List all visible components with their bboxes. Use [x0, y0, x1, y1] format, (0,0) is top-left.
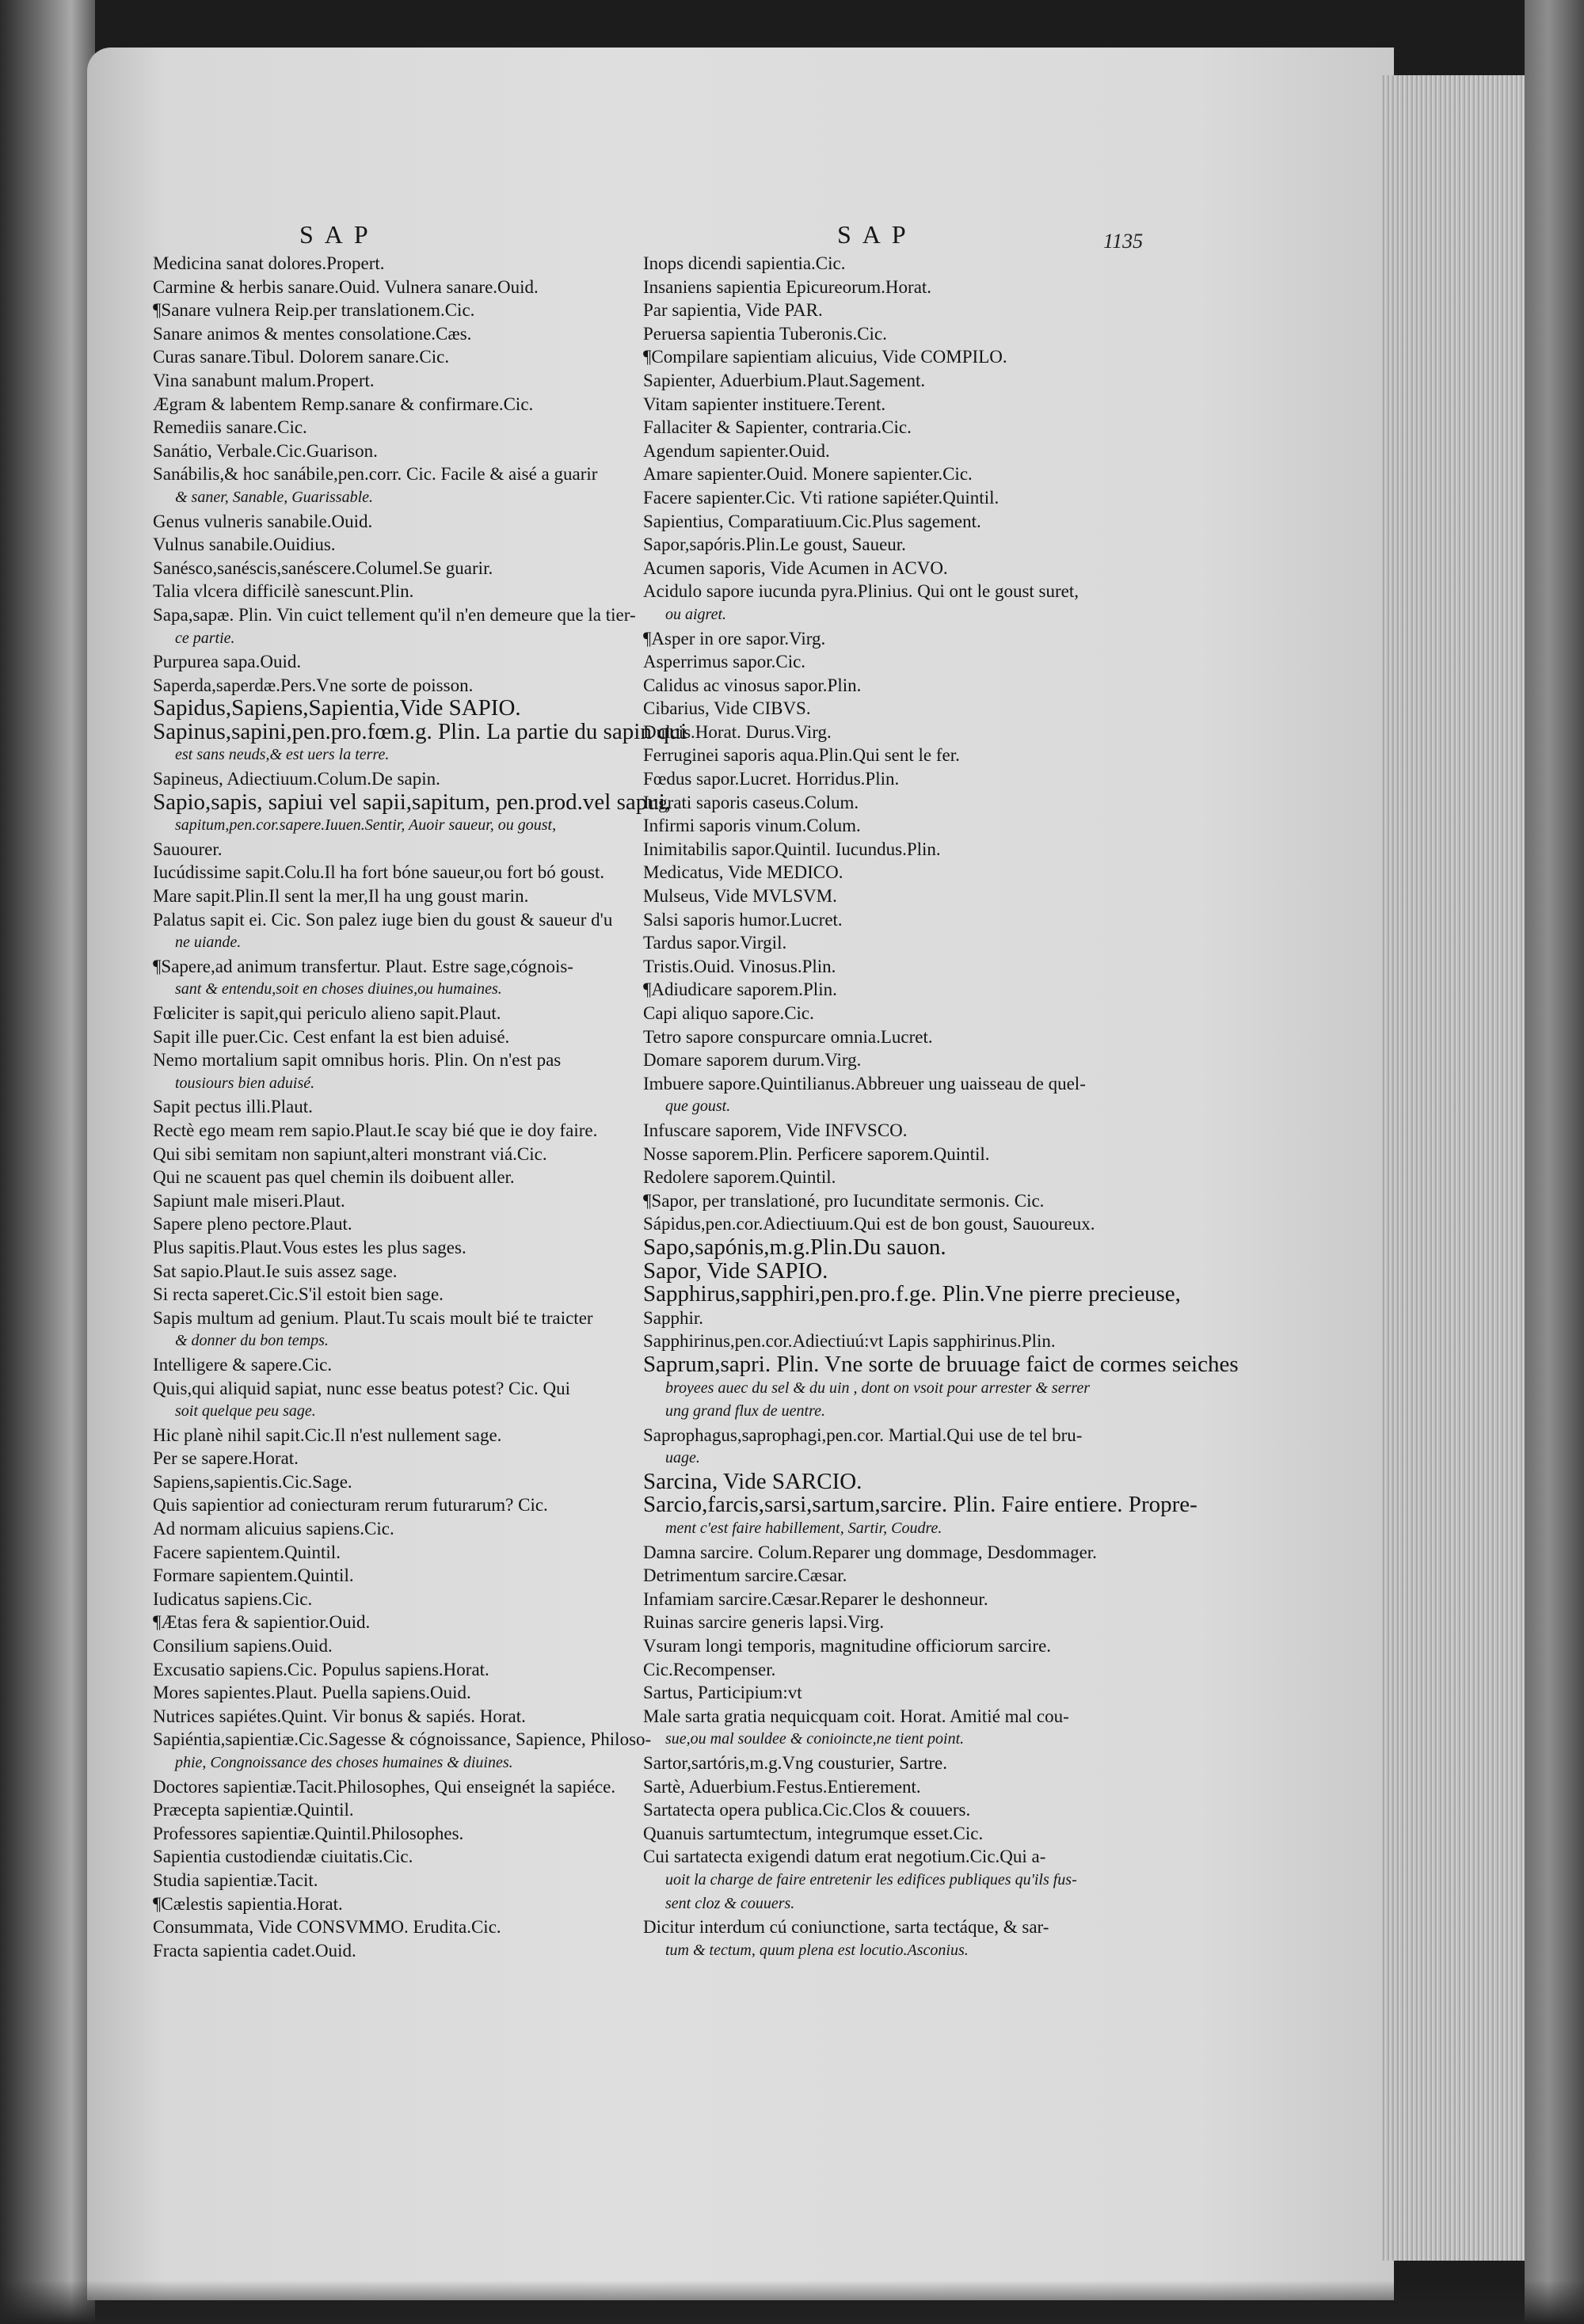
dictionary-line: Damna sarcire. Colum.Reparer ung dommage, Desdommager. — [643, 1542, 1097, 1562]
dictionary-line: ¶Adiudicare saporem.Plin. — [643, 979, 837, 1000]
dictionary-line: Sapere pleno pectore.Plaut. — [153, 1214, 352, 1234]
dictionary-line: Sapiéntia,sapientiæ.Cic.Sagesse & cógnoissance, Sapience, Philoso- — [153, 1729, 652, 1750]
dictionary-line: Medicina sanat dolores.Propert. — [153, 253, 385, 273]
dictionary-line: Redolere saporem.Quintil. — [643, 1167, 836, 1188]
dictionary-line: Inimitabilis sapor.Quintil. Iucundus.Plin. — [643, 839, 941, 859]
book-cover-edge — [1525, 0, 1584, 2324]
dictionary-line: Fracta sapientia cadet.Ouid. — [153, 1940, 356, 1961]
dictionary-line: ¶Asper in ore sapor.Virg. — [643, 628, 826, 649]
dictionary-line: Formare sapientem.Quintil. — [153, 1565, 354, 1586]
dictionary-line: Fœliciter is sapit,qui periculo alieno sapit.Plaut. — [153, 1003, 501, 1023]
dictionary-line: Fœdus sapor.Lucret. Horridus.Plin. — [643, 769, 900, 789]
dictionary-line: Intelligere & sapere.Cic. — [153, 1354, 333, 1375]
dictionary-line: Carmine & herbis sanare.Ouid. Vulnera sanare.Ouid. — [153, 276, 539, 297]
dictionary-line: soit quelque peu sage. — [175, 1402, 316, 1421]
dictionary-line: Saprum,sapri. Plin. Vne sorte de bruuage faict de cormes seiches — [643, 1351, 1239, 1377]
dictionary-line: Sauourer. — [153, 839, 223, 859]
dictionary-line: Nosse saporem.Plin. Perficere saporem.Quintil. — [643, 1143, 990, 1164]
dictionary-line: Plus sapitis.Plaut.Vous estes les plus sages. — [153, 1237, 466, 1257]
dictionary-line: Vitam sapienter instituere.Terent. — [643, 394, 886, 414]
dictionary-line: est sans neuds,& est uers la terre. — [175, 746, 390, 764]
dictionary-line: Quis sapientior ad coniecturam rerum futurarum? Cic. — [153, 1495, 548, 1516]
page-number: 1135 — [1103, 230, 1144, 253]
dictionary-line: sue,ou mal souldee & conioincte,ne tient point. — [665, 1730, 965, 1748]
dictionary-line: Sapienter, Aduerbium.Plaut.Sagement. — [643, 370, 926, 390]
dictionary-line: Sapio,sapis, sapiui vel sapii,sapitum, pen.prod.vel sapui, — [153, 789, 672, 815]
right-column — [643, 252, 1239, 1962]
dictionary-line: Imbuere sapore.Quintilianus.Abbreuer ung uaisseau de quel- — [643, 1073, 1086, 1094]
dictionary-line: Domare saporem durum.Virg. — [643, 1050, 862, 1071]
dictionary-line: Sapiens,sapientis.Cic.Sage. — [153, 1471, 352, 1492]
dictionary-line: Quanuis sartumtectum, integrumque esset.Cic. — [643, 1823, 984, 1843]
dictionary-line: Mores sapientes.Plaut. Puella sapiens.Ouid. — [153, 1683, 471, 1703]
dictionary-line: Sapineus, Adiectiuum.Colum.De sapin. — [153, 769, 440, 789]
dictionary-line: Saperda,saperdæ.Pers.Vne sorte de poisson. — [153, 675, 474, 695]
dictionary-line: Curas sanare.Tibul. Dolorem sanare.Cic. — [153, 347, 450, 367]
dictionary-line: phie, Congnoissance des choses humaines & diuines. — [175, 1754, 513, 1771]
dictionary-line: Sapidus,Sapiens,Sapientia,Vide SAPIO. — [153, 695, 521, 721]
dictionary-line: & saner, Sanable, Guarissable. — [175, 488, 373, 506]
dictionary-line: ¶Compilare sapientiam alicuius, Vide COMPILO. — [643, 347, 1007, 367]
dictionary-line: Tristis.Ouid. Vinosus.Plin. — [643, 956, 836, 976]
dictionary-line: Fallaciter & Sapienter, contraria.Cic. — [643, 417, 912, 438]
dictionary-line: tousiours bien aduisé. — [175, 1074, 315, 1092]
dictionary-line: Sartatecta opera publica.Cic.Clos & couuers. — [643, 1800, 971, 1820]
dictionary-line: Sapientia custodiendæ ciuitatis.Cic. — [153, 1847, 413, 1867]
dictionary-line: ¶Sapere,ad animum transfertur. Plaut. Estre sage,cógnois- — [153, 956, 573, 976]
dictionary-line: Cibarius, Vide CIBVS. — [643, 698, 811, 719]
dictionary-line: Quis,qui aliquid sapiat, nunc esse beatus potest? Cic. Qui — [153, 1378, 570, 1398]
dictionary-line: Ægram & labentem Remp.sanare & confirmare.Cic. — [153, 394, 534, 414]
dictionary-line: Capi aliquo sapore.Cic. — [643, 1003, 814, 1023]
dictionary-line: Purpurea sapa.Ouid. — [153, 652, 302, 672]
running-head-left: SAP — [299, 220, 379, 249]
dictionary-line: Ad normam alicuius sapiens.Cic. — [153, 1519, 394, 1539]
dictionary-line: ¶Sanare vulnera Reip.per translationem.Cic. — [153, 300, 475, 321]
dictionary-line: Sapiunt male miseri.Plaut. — [153, 1190, 345, 1211]
dictionary-line: Consilium sapiens.Ouid. — [153, 1636, 333, 1656]
dictionary-line: Facere sapienter.Cic. Vti ratione sapiéter.Quintil. — [643, 487, 1000, 508]
dictionary-line: ¶Ætas fera & sapientior.Ouid. — [153, 1612, 371, 1633]
dictionary-line: Par sapientia, Vide PAR. — [643, 300, 823, 321]
dictionary-line: Ferruginei saporis aqua.Plin.Qui sent le fer. — [643, 745, 960, 766]
dictionary-line: Præcepta sapientiæ.Quintil. — [153, 1800, 354, 1820]
dictionary-line: Nemo mortalium sapit omnibus horis. Plin. On n'est pas — [153, 1050, 562, 1071]
running-head-right: SAP — [837, 220, 917, 249]
dictionary-line: ce partie. — [175, 629, 235, 647]
dictionary-line: Sapor,sapóris.Plin.Le goust, Saueur. — [643, 534, 906, 555]
dictionary-line: Sapphir. — [643, 1307, 704, 1328]
dictionary-line: Sanátio, Verbale.Cic.Guarison. — [153, 440, 378, 461]
dictionary-line: Calidus ac vinosus sapor.Plin. — [643, 675, 862, 695]
dictionary-line: Cic.Recompenser. — [643, 1659, 776, 1679]
dictionary-line: Mulseus, Vide MVLSVM. — [643, 886, 837, 907]
dictionary-line: Medicatus, Vide MEDICO. — [643, 862, 843, 883]
dictionary-line: Facere sapientem.Quintil. — [153, 1542, 341, 1562]
dictionary-line: Sanare animos & mentes consolatione.Cæs. — [153, 323, 472, 344]
dictionary-line: Sapis multum ad genium. Plaut.Tu scais moult bié te traicter — [153, 1307, 593, 1328]
dictionary-line: Iucúdissime sapit.Colu.Il ha fort bóne saueur,ou fort bó goust. — [153, 862, 605, 883]
dictionary-line: ne uiande. — [175, 934, 242, 952]
dictionary-line: Per se sapere.Horat. — [153, 1448, 299, 1469]
dictionary-line: sent cloz & couuers. — [665, 1894, 795, 1912]
dictionary-line: sapitum,pen.cor.sapere.Iuuen.Sentir, Auoir saueur, ou goust, — [175, 816, 557, 835]
dictionary-line: Infirmi saporis vinum.Colum. — [643, 816, 861, 836]
dictionary-line: Dulcis.Horat. Durus.Virg. — [643, 721, 832, 742]
dictionary-line: tum & tectum, quum plena est locutio.Asconius. — [665, 1941, 969, 1959]
dictionary-line: Cui sartatecta exigendi datum erat negotium.Cic.Qui a- — [643, 1847, 1046, 1867]
dictionary-line: Saprophagus,saprophagi,pen.cor. Martial.Qui use de tel bru- — [643, 1424, 1083, 1445]
dictionary-line: Ingrati saporis caseus.Colum. — [643, 792, 859, 812]
facing-page-edge — [0, 0, 95, 2324]
dictionary-line: Asperrimus sapor.Cic. — [643, 652, 806, 672]
dictionary-line: Qui ne scauent pas quel chemin ils doibuent aller. — [153, 1167, 515, 1188]
dictionary-line: Salsi saporis humor.Lucret. — [643, 909, 843, 930]
dictionary-line: Sapo,sapónis,m.g.Plin.Du sauon. — [643, 1234, 946, 1260]
dictionary-line: Sanésco,sanéscis,sanéscere.Columel.Se guarir. — [153, 557, 493, 578]
dictionary-line: sant & entendu,soit en choses diuines,ou humaines. — [175, 980, 502, 998]
dictionary-line: Studia sapientiæ.Tacit. — [153, 1869, 318, 1890]
dictionary-line: uage. — [665, 1449, 700, 1467]
dictionary-line: Tetro sapore conspurcare omnia.Lucret. — [643, 1026, 933, 1047]
dictionary-line: Nutrices sapiétes.Quint. Vir bonus & sapiés. Horat. — [153, 1706, 526, 1726]
dictionary-line: Amare sapienter.Ouid. Monere sapienter.Cic. — [643, 464, 973, 485]
dictionary-line: Genus vulneris sanabile.Ouid. — [153, 511, 373, 531]
dictionary-line: Si recta saperet.Cic.S'il estoit bien sage. — [153, 1284, 444, 1305]
dictionary-line: Detrimentum sarcire.Cæsar. — [643, 1565, 847, 1586]
dictionary-line: Infamiam sarcire.Cæsar.Reparer le deshonneur. — [643, 1588, 988, 1609]
dictionary-line: Acidulo sapore iucunda pyra.Plinius. Qui ont le goust suret, — [643, 581, 1079, 602]
dictionary-line: Tardus sapor.Virgil. — [643, 933, 787, 953]
dictionary-line: Sarcio,farcis,sarsi,sartum,sarcire. Plin. Faire entiere. Propre- — [643, 1492, 1198, 1518]
dictionary-line: Sapientius, Comparatiuum.Cic.Plus sagement. — [643, 511, 981, 531]
dictionary-line: broyees auec du sel & du uin , dont on vsoit pour arrester & serrer — [665, 1379, 1091, 1397]
dictionary-line: ¶Cælestis sapientia.Horat. — [153, 1893, 343, 1914]
dictionary-line: Mare sapit.Plin.Il sent la mer,Il ha ung goust marin. — [153, 886, 529, 907]
dictionary-line: ment c'est faire habillement, Sartir, Coudre. — [665, 1520, 942, 1538]
dictionary-line: Insaniens sapientia Epicureorum.Horat. — [643, 276, 932, 297]
dictionary-line: Vina sanabunt malum.Propert. — [153, 370, 375, 390]
dictionary-line: Sanábilis,& hoc sanábile,pen.corr. Cic. Facile & aisé a guarir — [153, 464, 598, 485]
dictionary-line: uoit la charge de faire entretenir les edifices publiques qu'ils fus- — [665, 1870, 1077, 1888]
dictionary-line: Peruersa sapientia Tuberonis.Cic. — [643, 323, 887, 344]
dictionary-line: Ruinas sarcire generis lapsi.Virg. — [643, 1612, 885, 1633]
dictionary-line: Palatus sapit ei. Cic. Son palez iuge bien du goust & saueur d'u — [153, 909, 613, 930]
dictionary-line: Vulnus sanabile.Ouidius. — [153, 534, 336, 555]
dictionary-line: Sapit ille puer.Cic. Cest enfant la est bien aduisé. — [153, 1026, 510, 1047]
dictionary-line: Professores sapientiæ.Quintil.Philosophes. — [153, 1823, 464, 1843]
dictionary-line: Vsuram longi temporis, magnitudine officiorum sarcire. — [643, 1636, 1052, 1656]
dictionary-line: Iudicatus sapiens.Cic. — [153, 1588, 313, 1609]
dictionary-line: Inops dicendi sapientia.Cic. — [643, 253, 846, 273]
dictionary-line: Qui sibi semitam non sapiunt,alteri monstrant viá.Cic. — [153, 1143, 547, 1164]
dictionary-line: Sapinus,sapini,pen.pro.fœm.g. Plin. La partie du sapin qui — [153, 718, 687, 744]
dictionary-line: Remediis sanare.Cic. — [153, 417, 307, 438]
dictionary-line: ou aigret. — [665, 605, 727, 623]
dictionary-line: Male sarta gratia nequicquam coit. Horat. Amitié mal cou- — [643, 1706, 1069, 1726]
dictionary-line: Sapit pectus illi.Plaut. — [153, 1097, 313, 1117]
dictionary-line: & donner du bon temps. — [175, 1332, 329, 1350]
dictionary-line: Doctores sapientiæ.Tacit.Philosophes, Qui enseignét la sapiéce. — [153, 1776, 616, 1797]
dictionary-line: ung grand flux de uentre. — [665, 1402, 826, 1421]
dictionary-line: Sartus, Participium:vt — [643, 1683, 802, 1703]
dictionary-line: Sapa,sapæ. Plin. Vin cuict tellement qu'il n'en demeure que la tier- — [153, 604, 636, 625]
dictionary-line: Sapphirinus,pen.cor.Adiectiuú:vt Lapis sapphirinus.Plin. — [643, 1331, 1056, 1352]
dictionary-line: Hic planè nihil sapit.Cic.Il n'est nullement sage. — [153, 1424, 502, 1445]
bottom-shadow — [0, 2280, 1584, 2324]
page-stack-edges — [1382, 75, 1525, 2261]
dictionary-line: Sartor,sartóris,m.g.Vng cousturier, Sartre. — [643, 1753, 947, 1773]
dictionary-line: que goust. — [665, 1097, 731, 1116]
dictionary-line: Sápidus,pen.cor.Adiectiuum.Qui est de bon goust, Sauoureux. — [643, 1214, 1095, 1234]
dictionary-line: Sat sapio.Plaut.Ie suis assez sage. — [153, 1261, 398, 1281]
dictionary-line: Sapphirus,sapphiri,pen.pro.f.ge. Plin.Vne pierre precieuse, — [643, 1281, 1181, 1307]
dictionary-line: Consummata, Vide CONSVMMO. Erudita.Cic. — [153, 1917, 501, 1938]
dictionary-line: Dicitur interdum cú coniunctione, sarta tectáque, & sar- — [643, 1917, 1049, 1938]
dictionary-line: Sartè, Aduerbium.Festus.Entierement. — [643, 1776, 921, 1797]
dictionary-line: Rectè ego meam rem sapio.Plaut.Ie scay bié que ie doy faire. — [153, 1120, 598, 1140]
dictionary-line: Acumen saporis, Vide Acumen in ACVO. — [643, 557, 948, 578]
dictionary-line: Agendum sapienter.Ouid. — [643, 440, 830, 461]
dictionary-line: Sarcina, Vide SARCIO. — [643, 1468, 862, 1494]
dictionary-line: Excusatio sapiens.Cic. Populus sapiens.Horat. — [153, 1659, 489, 1679]
dictionary-line: ¶Sapor, per translationé, pro Iucunditate sermonis. Cic. — [643, 1190, 1045, 1211]
dictionary-line: Talia vlcera difficilè sanescunt.Plin. — [153, 581, 414, 602]
dictionary-line: Infuscare saporem, Vide INFVSCO. — [643, 1120, 908, 1140]
dictionary-line: Sapor, Vide SAPIO. — [643, 1257, 828, 1284]
